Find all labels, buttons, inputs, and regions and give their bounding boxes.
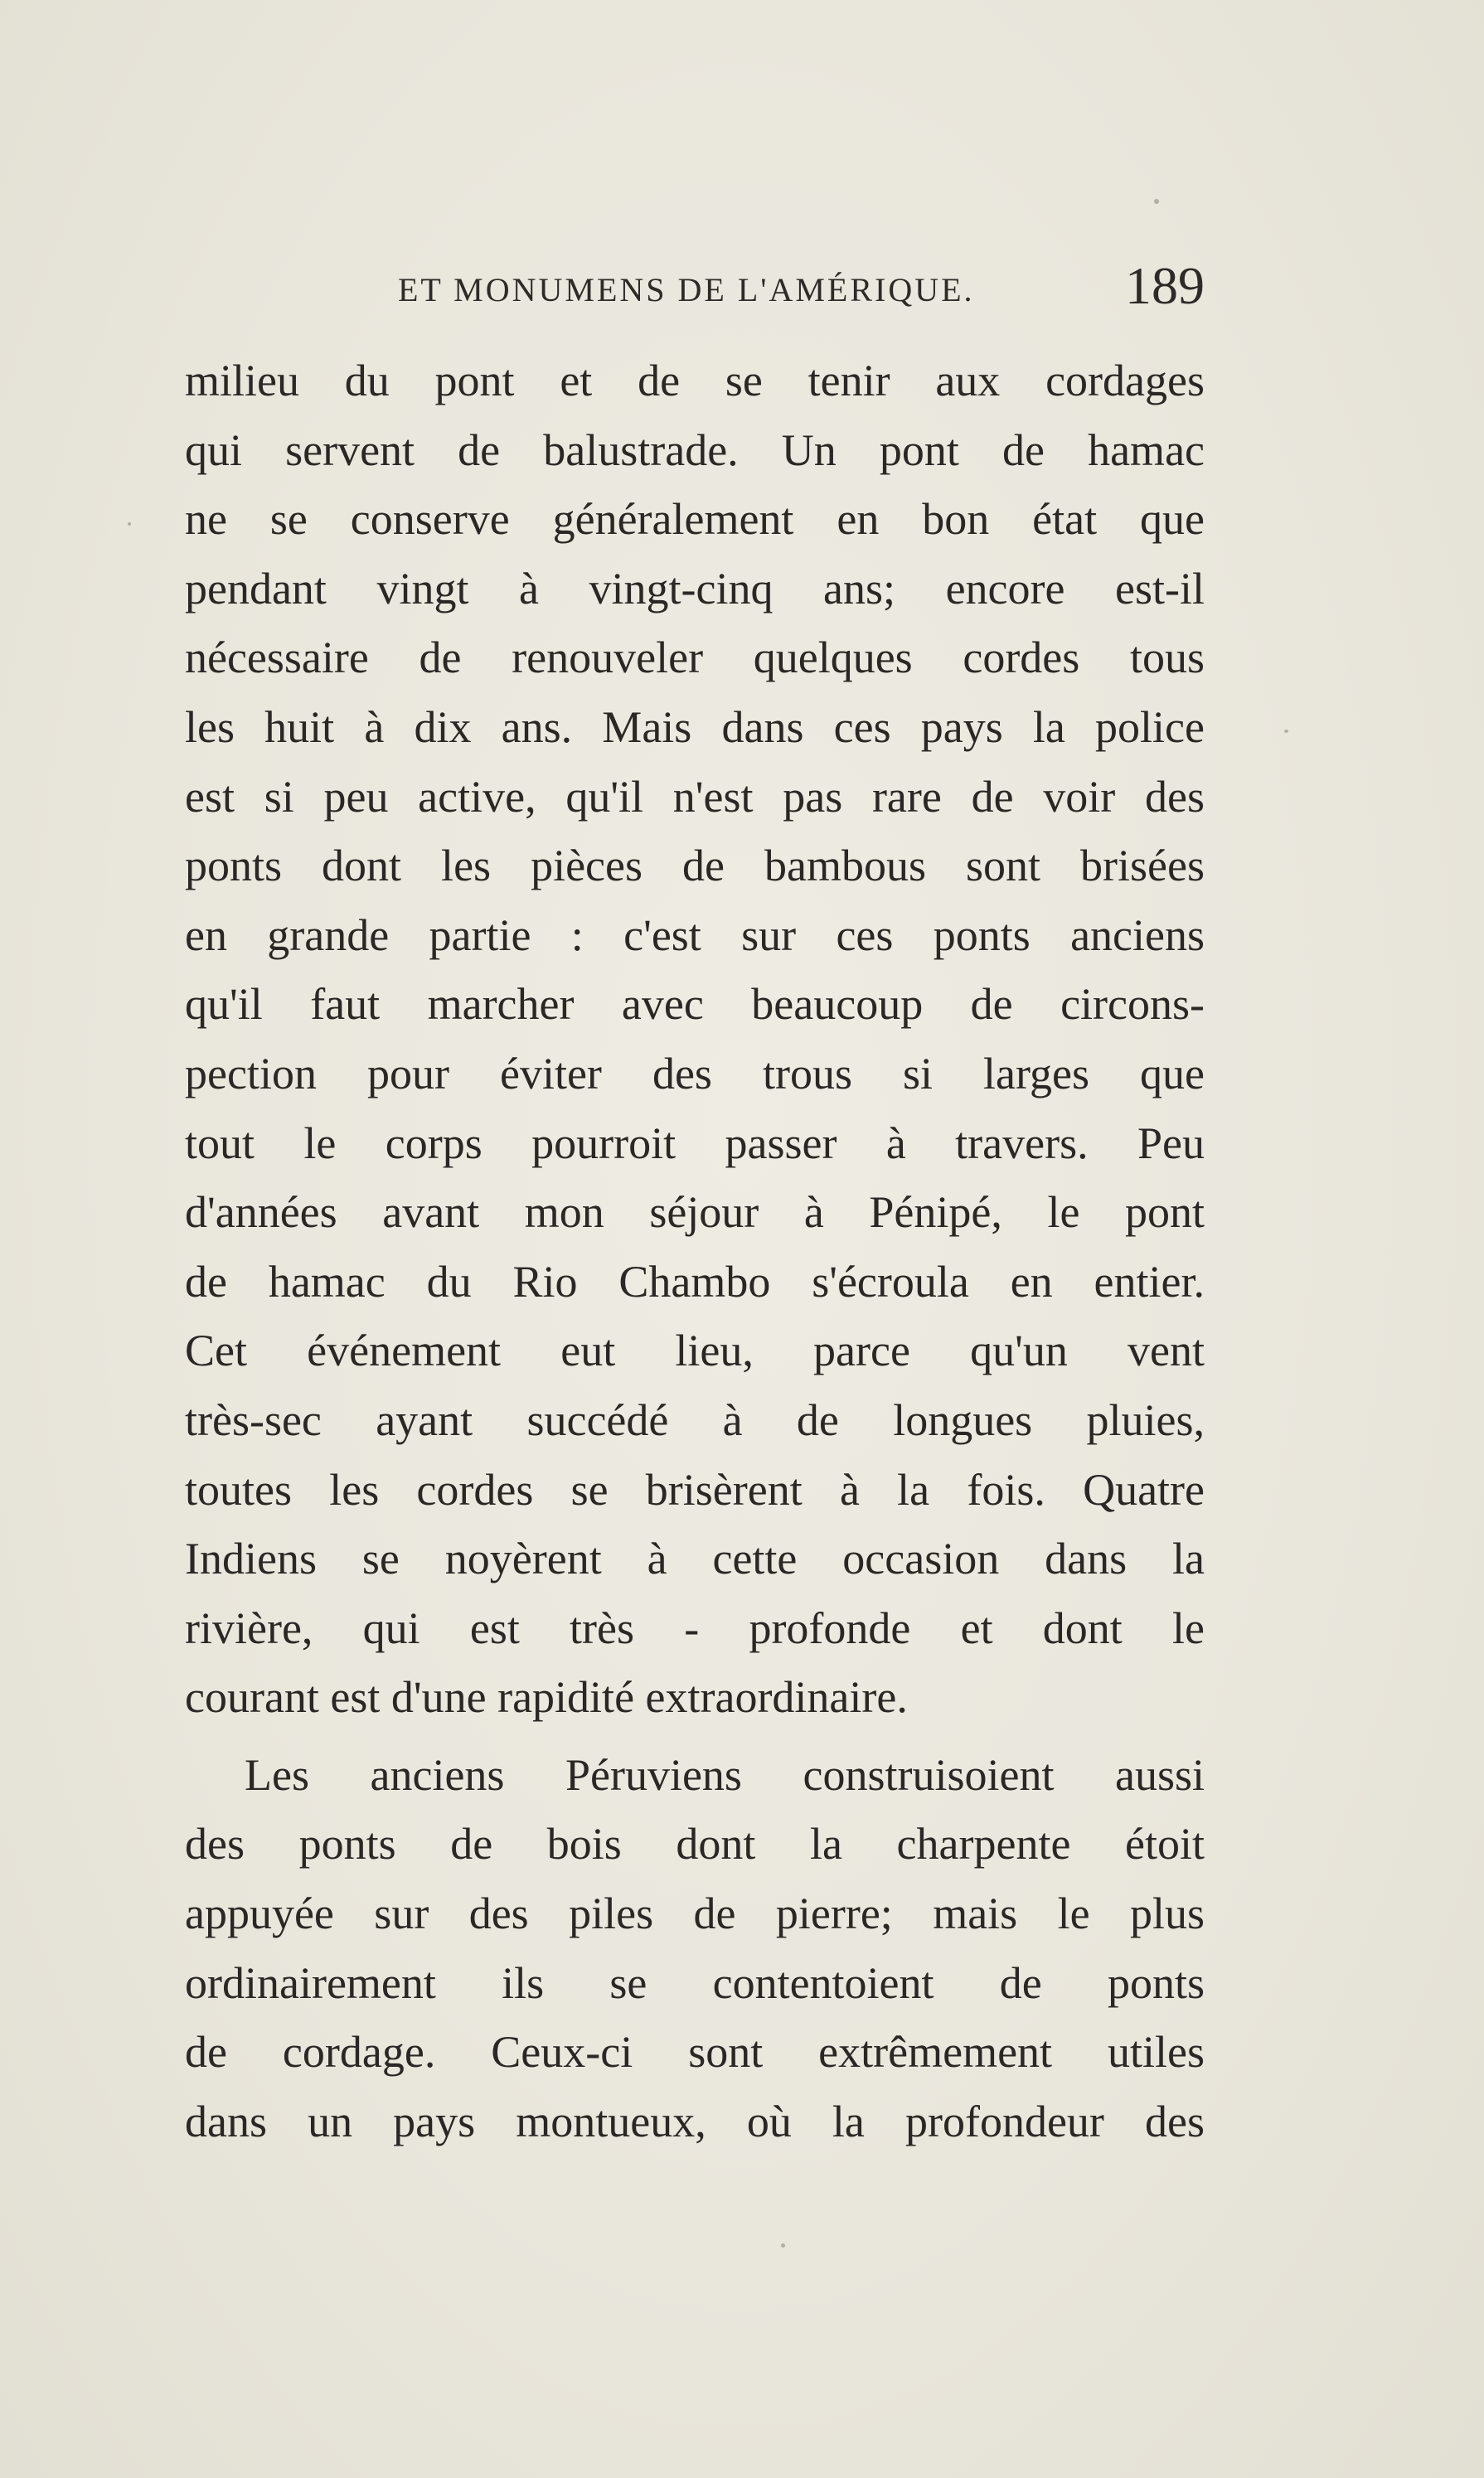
text-line: en grande partie : c'est sur ces ponts anciens	[185, 909, 1205, 960]
text-line: de hamac du Rio Chambo s'écroula en entier.	[185, 1256, 1205, 1307]
text-line: pection pour éviter des trous si larges que	[185, 1048, 1205, 1098]
text-line: de cordage. Ceux-ci sont extrêmement utiles	[185, 2027, 1205, 2078]
body-text	[185, 347, 1205, 2156]
text-line: les huit à dix ans. Mais dans ces pays la police	[185, 701, 1205, 752]
text-line: milieu du pont et de se tenir aux cordages	[185, 356, 1205, 405]
page-number: 189	[1125, 256, 1205, 315]
text-line: d'années avant mon séjour à Pénipé, le pont	[185, 1187, 1205, 1238]
text-line: tout le corps pourroit passer à travers. Peu	[185, 1118, 1205, 1168]
text-line: ne se conserve généralement en bon état que	[185, 494, 1205, 545]
running-head: ET MONUMENS DE L'AMÉRIQUE.	[398, 271, 975, 308]
paper-speck	[781, 2243, 785, 2248]
text-line: Indiens se noyèrent à cette occasion dans la	[185, 1534, 1205, 1584]
paragraph	[185, 1741, 1205, 2157]
text-line: ponts dont les pièces de bambous sont brisées	[185, 841, 1205, 891]
text-line: nécessaire de renouveler quelques cordes tous	[185, 633, 1205, 683]
text-line: qui servent de balustrade. Un pont de hamac	[185, 424, 1205, 475]
text-line: Cet événement eut lieu, parce qu'un vent	[185, 1326, 1205, 1376]
paragraph-gap	[185, 1733, 1205, 1741]
page-header	[189, 255, 1205, 322]
text-line: courant est d'une rapidité extraordinaire.	[185, 1672, 908, 1723]
text-line: Les anciens Péruviens construisoient aussi	[245, 1749, 1205, 1800]
paper-speck	[1284, 730, 1288, 733]
text-line: appuyée sur des piles de pierre; mais le plus	[185, 1889, 1205, 1939]
text-line: très-sec ayant succédé à de longues pluies,	[185, 1394, 1205, 1445]
text-line: pendant vingt à vingt-cinq ans; encore est-il	[185, 563, 1205, 613]
text-line: qu'il faut marcher avec beaucoup de circons-	[185, 979, 1205, 1030]
text-line: ordinairement ils se contentoient de ponts	[185, 1957, 1205, 2008]
paper-speck	[1154, 199, 1159, 204]
paragraph	[185, 347, 1205, 1733]
text-line: est si peu active, qu'il n'est pas rare de voir des	[185, 771, 1205, 822]
text-line: toutes les cordes se brisèrent à la fois. Quatre	[185, 1464, 1205, 1515]
text-line: dans un pays montueux, où la profondeur des	[185, 2096, 1205, 2146]
text-line: des ponts de bois dont la charpente étoit	[185, 1819, 1205, 1869]
paper-speck	[128, 522, 131, 526]
text-line: rivière, qui est très - profonde et dont le	[185, 1603, 1205, 1653]
